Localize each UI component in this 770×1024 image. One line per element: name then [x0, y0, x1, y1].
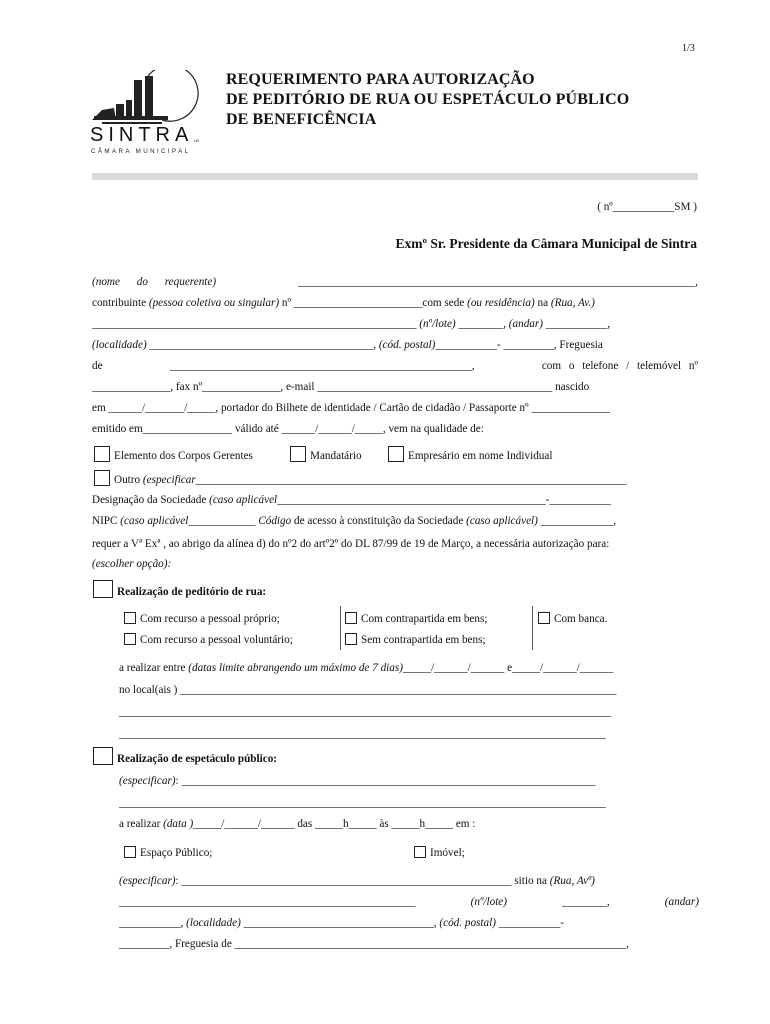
text: com o telefone / telemóvel nº: [541, 360, 698, 372]
postal-code-field[interactable]: ___________- _________, Freguesia: [435, 339, 603, 351]
show-specify: [119, 775, 699, 787]
checkbox[interactable]: [290, 446, 306, 462]
checkbox[interactable]: [124, 612, 136, 624]
section-title: Realização de peditório de rua:: [117, 586, 267, 598]
text: a realizar: [119, 818, 164, 830]
option-label: Imóvel;: [430, 847, 465, 859]
text-italic: (data ): [163, 818, 194, 830]
collection-dates: [119, 662, 699, 674]
checkbox[interactable]: [538, 612, 550, 624]
lot-field[interactable]: ________,: [455, 318, 509, 330]
floor-field[interactable]: ___________,: [542, 318, 611, 330]
taxpayer-field[interactable]: nº _______________________com sede: [279, 297, 468, 309]
option-label: Com recurso a pessoal voluntário;: [140, 634, 293, 646]
text-italic: (nº/lote): [470, 896, 507, 908]
reference-number: ( nº___________SM ): [597, 201, 697, 213]
form-line-birth-id[interactable]: em ______/_______/_____, portador do Bilhete de identidade / Cartão de cidadão / Passaporte nº ______________: [92, 402, 610, 414]
form-line-contacts[interactable]: ______________, fax nº______________, e-mail __________________________________________ nascido: [92, 381, 590, 393]
text-italic: (cód. postal): [439, 917, 496, 929]
form-line-issued[interactable]: emitido em________________ válido até ______/______/_____, vem na qualidade de:: [92, 423, 484, 435]
form-line-name: [92, 276, 698, 288]
floor-field[interactable]: ___________,: [119, 917, 187, 929]
capacity-option-board[interactable]: [94, 446, 253, 462]
document-title: [226, 70, 629, 130]
checkbox[interactable]: [345, 612, 357, 624]
other-field[interactable]: _____________________________________________________________________________: [195, 474, 627, 486]
checkbox[interactable]: [124, 633, 136, 645]
company-field[interactable]: ________________________________________________-___________: [277, 494, 611, 506]
text-italic: (pessoa coletiva ou singular): [148, 297, 280, 309]
dates-field[interactable]: _____/______/______ e_____/______/______: [402, 662, 614, 674]
option-label: Elemento dos Corpos Gerentes: [114, 450, 253, 462]
show-specify-place: [119, 875, 699, 887]
collection-blank-2[interactable]: _______________________________________________________________________________________: [119, 728, 606, 740]
capacity-option-agent[interactable]: [290, 446, 362, 462]
section-street-collection[interactable]: [93, 580, 266, 598]
street-field[interactable]: __________________________________________________________: [92, 318, 420, 330]
form-line-parish: [92, 360, 698, 372]
logo-name: SINTRA: [90, 124, 194, 146]
specify-field[interactable]: : __________________________________________________________________________: [175, 775, 596, 787]
option-label: Empresário em nome Individual: [408, 450, 553, 462]
text-italic: (cód. postal): [378, 339, 436, 351]
option-label: Com banca.: [554, 613, 608, 625]
text-italic: (caso aplicável: [209, 494, 278, 506]
title-line-3: DE BENEFICÊNCIA: [226, 111, 377, 128]
show-locality: [119, 917, 699, 929]
section-title: Realização de espetáculo público:: [117, 753, 278, 765]
title-line-2: DE PEDITÓRIO DE RUA OU ESPETÁCULO PÚBLICO: [226, 91, 630, 108]
street-field[interactable]: _____________________________________________________: [119, 896, 416, 908]
option-with-goods[interactable]: [345, 612, 487, 625]
text-italic: (datas limite abrangendo um máximo de 7 dias): [188, 662, 403, 674]
collection-locations[interactable]: no local(ais ) ______________________________________________________________________________: [119, 684, 617, 696]
capacity-option-other[interactable]: [94, 470, 626, 486]
text: de: [92, 360, 103, 372]
option-label: Espaço Público;: [140, 847, 213, 859]
option-label: Sem contrapartida em bens;: [361, 634, 486, 646]
section-public-show[interactable]: [93, 747, 277, 765]
show-parish[interactable]: _________, Freguesia de ______________________________________________________________________,: [119, 938, 629, 950]
option-public-space[interactable]: [124, 846, 212, 859]
postal-code-field[interactable]: ___________-: [495, 917, 565, 929]
checkbox[interactable]: [345, 633, 357, 645]
form-line-locality: [92, 339, 698, 351]
text-italic: (especificar: [142, 474, 196, 486]
checkbox[interactable]: [94, 470, 110, 486]
checkbox[interactable]: [124, 846, 136, 858]
option-with-stall[interactable]: [538, 612, 607, 625]
page-number: 1/3: [682, 43, 695, 54]
text: na: [534, 297, 551, 309]
text: contribuinte: [92, 297, 149, 309]
logo-mark: LB: [194, 138, 199, 143]
form-line-address: [92, 318, 698, 330]
option-label: Com contrapartida em bens;: [361, 613, 488, 625]
text-italic: (andar): [508, 318, 543, 330]
text-italic: (escolher opção):: [92, 558, 172, 570]
option-label: Outro: [114, 474, 143, 486]
text-italic: (especificar): [119, 775, 176, 787]
text-italic: (localidade): [92, 339, 147, 351]
requester-name-label: (nome do requerente): [92, 276, 217, 288]
requester-name-field[interactable]: _______________________________________________________________________,: [298, 276, 698, 288]
show-address: [119, 896, 699, 908]
show-when: [119, 818, 699, 830]
collection-blank-1[interactable]: ________________________________________________________________________________________: [119, 706, 612, 718]
option-own-staff[interactable]: [124, 612, 280, 625]
checkbox[interactable]: [414, 846, 426, 858]
nipc-field[interactable]: ____________: [188, 515, 259, 527]
option-volunteer-staff[interactable]: [124, 633, 293, 646]
text-italic: (Rua, Avª): [549, 875, 595, 887]
text-italic: (andar): [664, 896, 699, 908]
checkbox[interactable]: [93, 580, 113, 598]
text-italic: (localidade): [186, 917, 241, 929]
text: de acesso à constituição da Sociedade: [291, 515, 467, 527]
text-italic: (caso aplicável): [466, 515, 538, 527]
choose-option-text: [92, 558, 171, 570]
place-field[interactable]: : ___________________________________________________________ sitio na: [175, 875, 550, 887]
lot-field[interactable]: ________,: [562, 896, 610, 908]
sintra-logo-icon: [90, 70, 200, 130]
access-code-field[interactable]: _____________,: [537, 515, 617, 527]
salutation: Exmº Sr. Presidente da Câmara Municipal de Sintra: [395, 236, 697, 251]
form-line-taxpayer: [92, 297, 698, 309]
logo: [90, 70, 200, 160]
logo-subtitle: CÂMARA MUNICIPAL: [91, 148, 191, 155]
text: a realizar entre: [119, 662, 189, 674]
header-divider: [92, 173, 698, 180]
option-without-goods[interactable]: [345, 633, 486, 646]
form-line-nipc: [92, 515, 698, 527]
text-italic: (ou residência): [467, 297, 535, 309]
divider: [340, 606, 341, 650]
capacity-option-individual[interactable]: [388, 446, 552, 462]
checkbox[interactable]: [388, 446, 404, 462]
date-time-field[interactable]: _____/______/______ das _____h_____ às _____h_____ em :: [193, 818, 476, 830]
option-label: Mandatário: [310, 450, 362, 462]
text-italic: (nº/lote): [419, 318, 456, 330]
text-italic: (especificar): [119, 875, 176, 887]
text: NIPC: [92, 515, 121, 527]
divider: [532, 606, 533, 650]
text-italic: (caso aplicável: [120, 515, 189, 527]
parish-field[interactable]: ______________________________________________________,: [169, 360, 475, 372]
text-italic: Código: [258, 515, 292, 527]
locality-field[interactable]: ________________________________________,: [146, 339, 379, 351]
form-line-company: [92, 494, 698, 506]
checkbox[interactable]: [93, 747, 113, 765]
text-italic: (Rua, Av.): [550, 297, 595, 309]
option-label: Com recurso a pessoal próprio;: [140, 613, 280, 625]
checkbox[interactable]: [94, 446, 110, 462]
show-blank[interactable]: _______________________________________________________________________________________: [119, 797, 606, 809]
request-text: requer a Vª Exª , ao abrigo da alínea d) do nº2 do artº2º do DL 87/99 de 19 de Março, a necessária autorização para:: [92, 538, 610, 550]
text: Designação da Sociedade: [92, 494, 210, 506]
locality-field[interactable]: __________________________________,: [240, 917, 440, 929]
option-building[interactable]: [414, 846, 465, 859]
title-line-1: REQUERIMENTO PARA AUTORIZAÇÃO: [226, 71, 535, 88]
